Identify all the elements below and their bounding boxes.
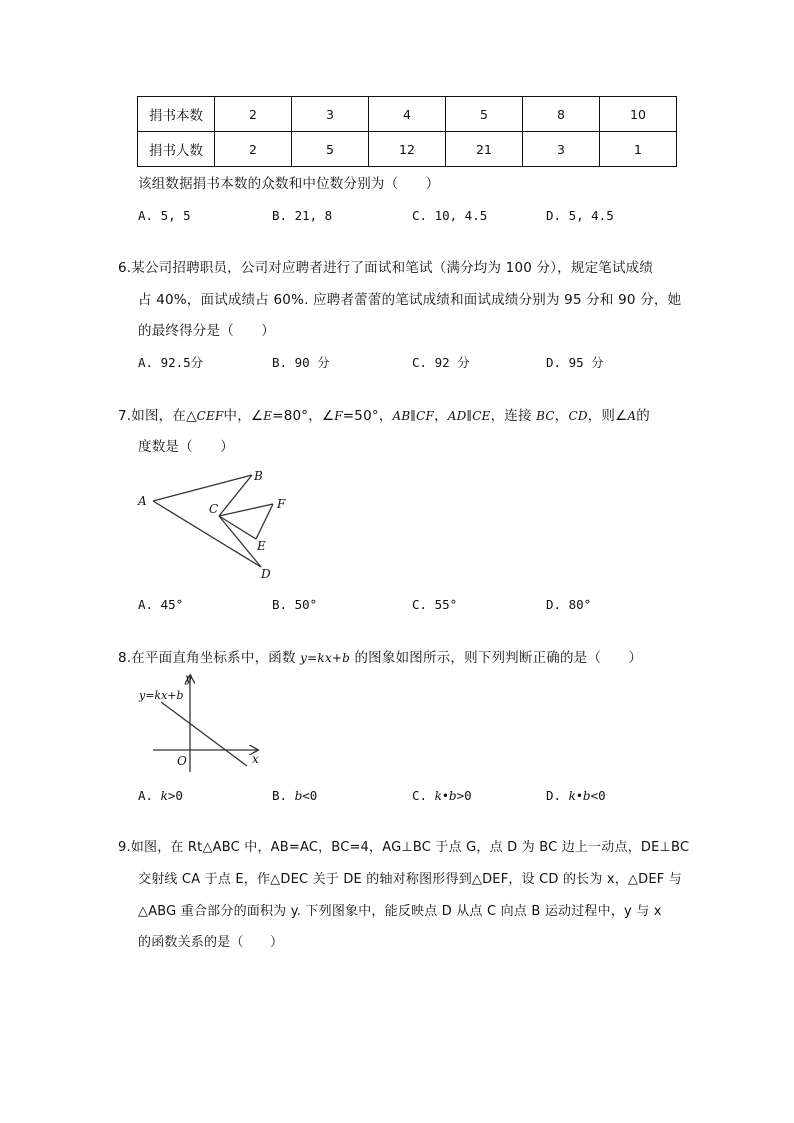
q7-line-1	[118, 408, 650, 424]
math: k•b	[568, 789, 591, 803]
q7-triangle-figure	[130, 462, 300, 587]
q8-option-b[interactable]	[272, 788, 317, 804]
math: CEF	[196, 409, 224, 423]
table-cell: 12	[369, 132, 446, 167]
option-letter: B.	[272, 788, 295, 803]
math: k•b	[434, 789, 457, 803]
relation: <0	[590, 788, 606, 803]
table-cell: 5	[292, 132, 369, 167]
option-letter: A.	[138, 788, 161, 803]
table-cell: 8	[523, 97, 600, 132]
math: y=kx+b	[300, 651, 350, 665]
text: =50°，	[342, 408, 393, 424]
math: F	[334, 409, 343, 423]
label-b: B	[254, 469, 263, 483]
q5-option-d[interactable]: D. 5, 4.5	[546, 208, 614, 223]
label-f: F	[277, 497, 286, 511]
q6-option-b[interactable]: B. 90 分	[272, 355, 330, 370]
q9-line-1: 9.如图，在 Rt△ABC 中，AB=AC，BC=4，AG⊥BC 于点 G，点 D 为 BC 边上一动点，DE⊥BC	[118, 840, 690, 855]
donation-table	[137, 96, 677, 167]
q8-option-d[interactable]	[546, 788, 606, 804]
q9-line-4: 的函数关系的是（ ）	[138, 935, 284, 950]
table-cell: 21	[446, 132, 523, 167]
table-cell: 2	[215, 132, 292, 167]
table-row	[138, 132, 677, 167]
origin-label: O	[177, 754, 187, 768]
relation: >0	[167, 788, 183, 803]
q6-line-1: 6.某公司招聘职员，公司对应聘者进行了面试和笔试（满分均为 100 分），规定笔试成绩	[118, 260, 654, 276]
q6-option-a[interactable]: A. 92.5分	[138, 355, 204, 370]
text: 8.在平面直角坐标系中，函数	[118, 650, 301, 666]
q7-option-a[interactable]: A. 45°	[138, 597, 184, 612]
q7-option-c[interactable]: C. 55°	[412, 597, 458, 612]
q8-option-a[interactable]	[138, 788, 183, 804]
text: ，则∠	[587, 408, 628, 424]
text: ，	[434, 408, 448, 424]
math: k	[160, 789, 168, 803]
q9-line-2: 交射线 CA 于点 E，作△DEC 关于 DE 的轴对称图形得到△DEF，设 CD 的长为 x，△DEF 与	[138, 872, 683, 887]
label-e: E	[257, 539, 266, 553]
math: CD	[568, 409, 588, 423]
table-cell: 5	[446, 97, 523, 132]
q8-option-c[interactable]	[412, 788, 472, 804]
text: 7.如图，在△	[118, 408, 197, 424]
function-line	[161, 702, 247, 766]
y-axis-label: y	[185, 671, 192, 685]
function-label: y=kx+b	[139, 689, 184, 702]
q5-stem: 该组数据捐书本数的众数和中位数分别为（ ）	[138, 176, 440, 192]
q6-line-3: 的最终得分是（ ）	[138, 323, 275, 339]
q7-option-b[interactable]: B. 50°	[272, 597, 318, 612]
math: E	[263, 409, 273, 423]
table-cell: 3	[292, 97, 369, 132]
relation: <0	[302, 788, 318, 803]
q7-option-d[interactable]: D. 80°	[546, 597, 592, 612]
option-letter: C.	[412, 788, 435, 803]
text: 的图象如图所示，则下列判断正确的是（ ）	[349, 650, 643, 666]
text: =80°，∠	[272, 408, 335, 424]
table-cell: 4	[369, 97, 446, 132]
q9-line-3: △ABG 重合部分的面积为 y. 下列图象中，能反映点 D 从点 C 向点 B 运动过程中，y 与 x	[138, 904, 662, 919]
q6-option-d[interactable]: D. 95 分	[546, 355, 604, 370]
table-cell: 10	[600, 97, 677, 132]
q8-linear-graph	[135, 670, 270, 775]
q5-option-c[interactable]: C. 10, 4.5	[412, 208, 488, 223]
q5-option-a[interactable]: A. 5, 5	[138, 208, 191, 223]
table-row	[138, 97, 677, 132]
math: A	[627, 409, 637, 423]
q6-line-2: 占 40%，面试成绩占 60%. 应聘者蕾蕾的笔试成绩和面试成绩分别为 95 分和 90 分，她	[138, 292, 682, 308]
q7-line-2: 度数是（ ）	[138, 439, 234, 455]
math: AB∥CF	[392, 409, 435, 423]
math: AD∥CE	[447, 409, 491, 423]
row-header: 捐书人数	[138, 132, 215, 167]
q8-line-1	[118, 650, 642, 666]
text: 中，∠	[223, 408, 264, 424]
label-a: A	[138, 494, 147, 508]
q5-option-b[interactable]: B. 21, 8	[272, 208, 333, 223]
table-cell: 1	[600, 132, 677, 167]
table-cell: 2	[215, 97, 292, 132]
table-cell: 3	[523, 132, 600, 167]
math: b	[294, 789, 303, 803]
row-header: 捐书本数	[138, 97, 215, 132]
q6-option-c[interactable]: C. 92 分	[412, 355, 470, 370]
label-c: C	[209, 502, 219, 516]
x-axis-label: x	[252, 752, 259, 766]
text: ，连接	[490, 408, 537, 424]
text: 的	[636, 408, 650, 424]
math: BC	[536, 409, 555, 423]
label-d: D	[261, 567, 271, 581]
relation: >0	[456, 788, 472, 803]
option-letter: D.	[546, 788, 569, 803]
text: ，	[554, 408, 569, 424]
